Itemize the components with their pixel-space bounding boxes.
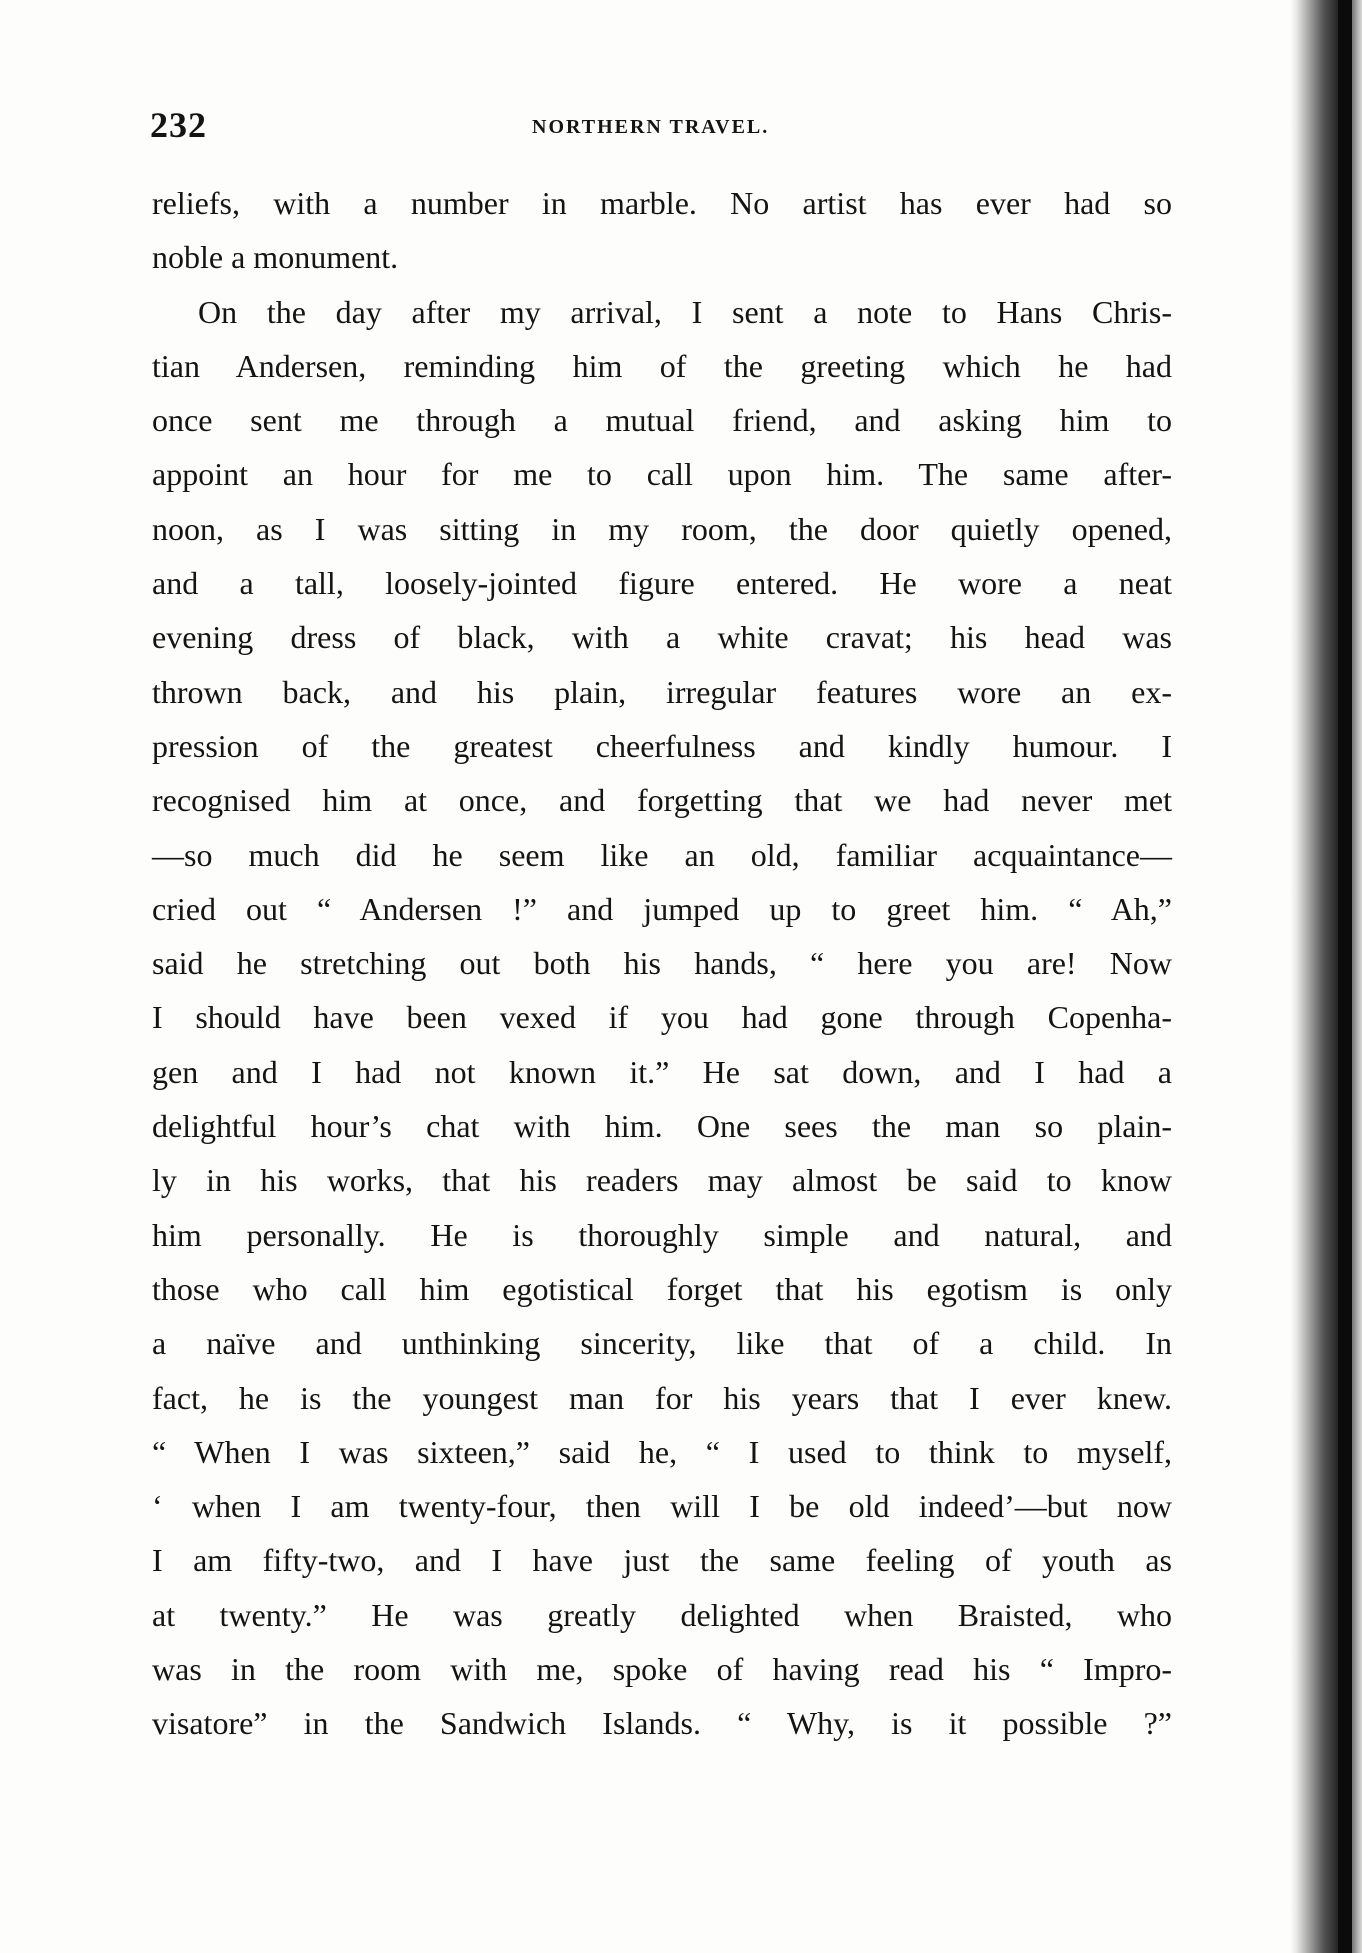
text-line: —so much did he seem like an old, familiar acquaintance— <box>152 836 1172 873</box>
text-line: pression of the greatest cheerfulness and kindly humour. I <box>152 727 1172 764</box>
text-line: I am fifty-two, and I have just the same feeling of youth as <box>152 1542 1172 1579</box>
text-line: gen and I had not known it.” He sat down, and I had a <box>152 1053 1172 1090</box>
page-header <box>150 104 1170 154</box>
text-line: ly in his works, that his readers may almost be said to know <box>152 1162 1172 1199</box>
text-line: On the day after my arrival, I sent a note to Hans Chris- <box>198 293 1172 330</box>
text-line: delightful hour’s chat with him. One sees the man so plain- <box>152 1108 1172 1145</box>
text-line: ‘ when I am twenty-four, then will I be old indeed’—but now <box>152 1488 1172 1525</box>
text-line: noble a monument. <box>152 239 399 276</box>
text-line: reliefs, with a number in marble. No artist has ever had so <box>152 185 1172 221</box>
body-text <box>152 176 1172 1751</box>
text-line: visatore” in the Sandwich Islands. “ Why, is it possible ?” <box>152 1705 1172 1742</box>
text-line: said he stretching out both his hands, “ here you are! Now <box>152 945 1172 982</box>
text-line: recognised him at once, and forgetting that we had never met <box>152 782 1172 819</box>
text-line: “ When I was sixteen,” said he, “ I used to think to myself, <box>152 1433 1172 1470</box>
text-line: those who call him egotistical forget that his egotism is only <box>152 1270 1172 1307</box>
text-line: him personally. He is thoroughly simple and natural, and <box>152 1216 1172 1253</box>
text-line: at twenty.” He was greatly delighted when Braisted, who <box>152 1596 1172 1633</box>
text-line: noon, as I was sitting in my room, the door quietly opened, <box>152 510 1172 547</box>
text-line: I should have been vexed if you had gone through Copenha- <box>152 999 1172 1036</box>
text-line: a naïve and unthinking sincerity, like that of a child. In <box>152 1325 1172 1362</box>
text-line: was in the room with me, spoke of having read his “ Impro- <box>152 1651 1172 1688</box>
page-number: 232 <box>150 105 207 145</box>
book-binding-edge <box>1338 0 1352 1953</box>
text-line: once sent me through a mutual friend, and asking him to <box>152 402 1172 439</box>
text-line: appoint an hour for me to call upon him. The same after- <box>152 456 1172 493</box>
text-line: evening dress of black, with a white cravat; his head was <box>152 619 1172 656</box>
text-line: cried out “ Andersen !” and jumped up to greet him. “ Ah,” <box>152 890 1172 927</box>
text-line: tian Andersen, reminding him of the greeting which he had <box>152 347 1172 384</box>
text-line: thrown back, and his plain, irregular features wore an ex- <box>152 673 1172 710</box>
running-head: NORTHERN TRAVEL. <box>532 116 770 138</box>
text-line: and a tall, loosely-jointed figure entered. He wore a neat <box>152 565 1172 602</box>
text-line: fact, he is the youngest man for his years that I ever knew. <box>152 1379 1172 1416</box>
